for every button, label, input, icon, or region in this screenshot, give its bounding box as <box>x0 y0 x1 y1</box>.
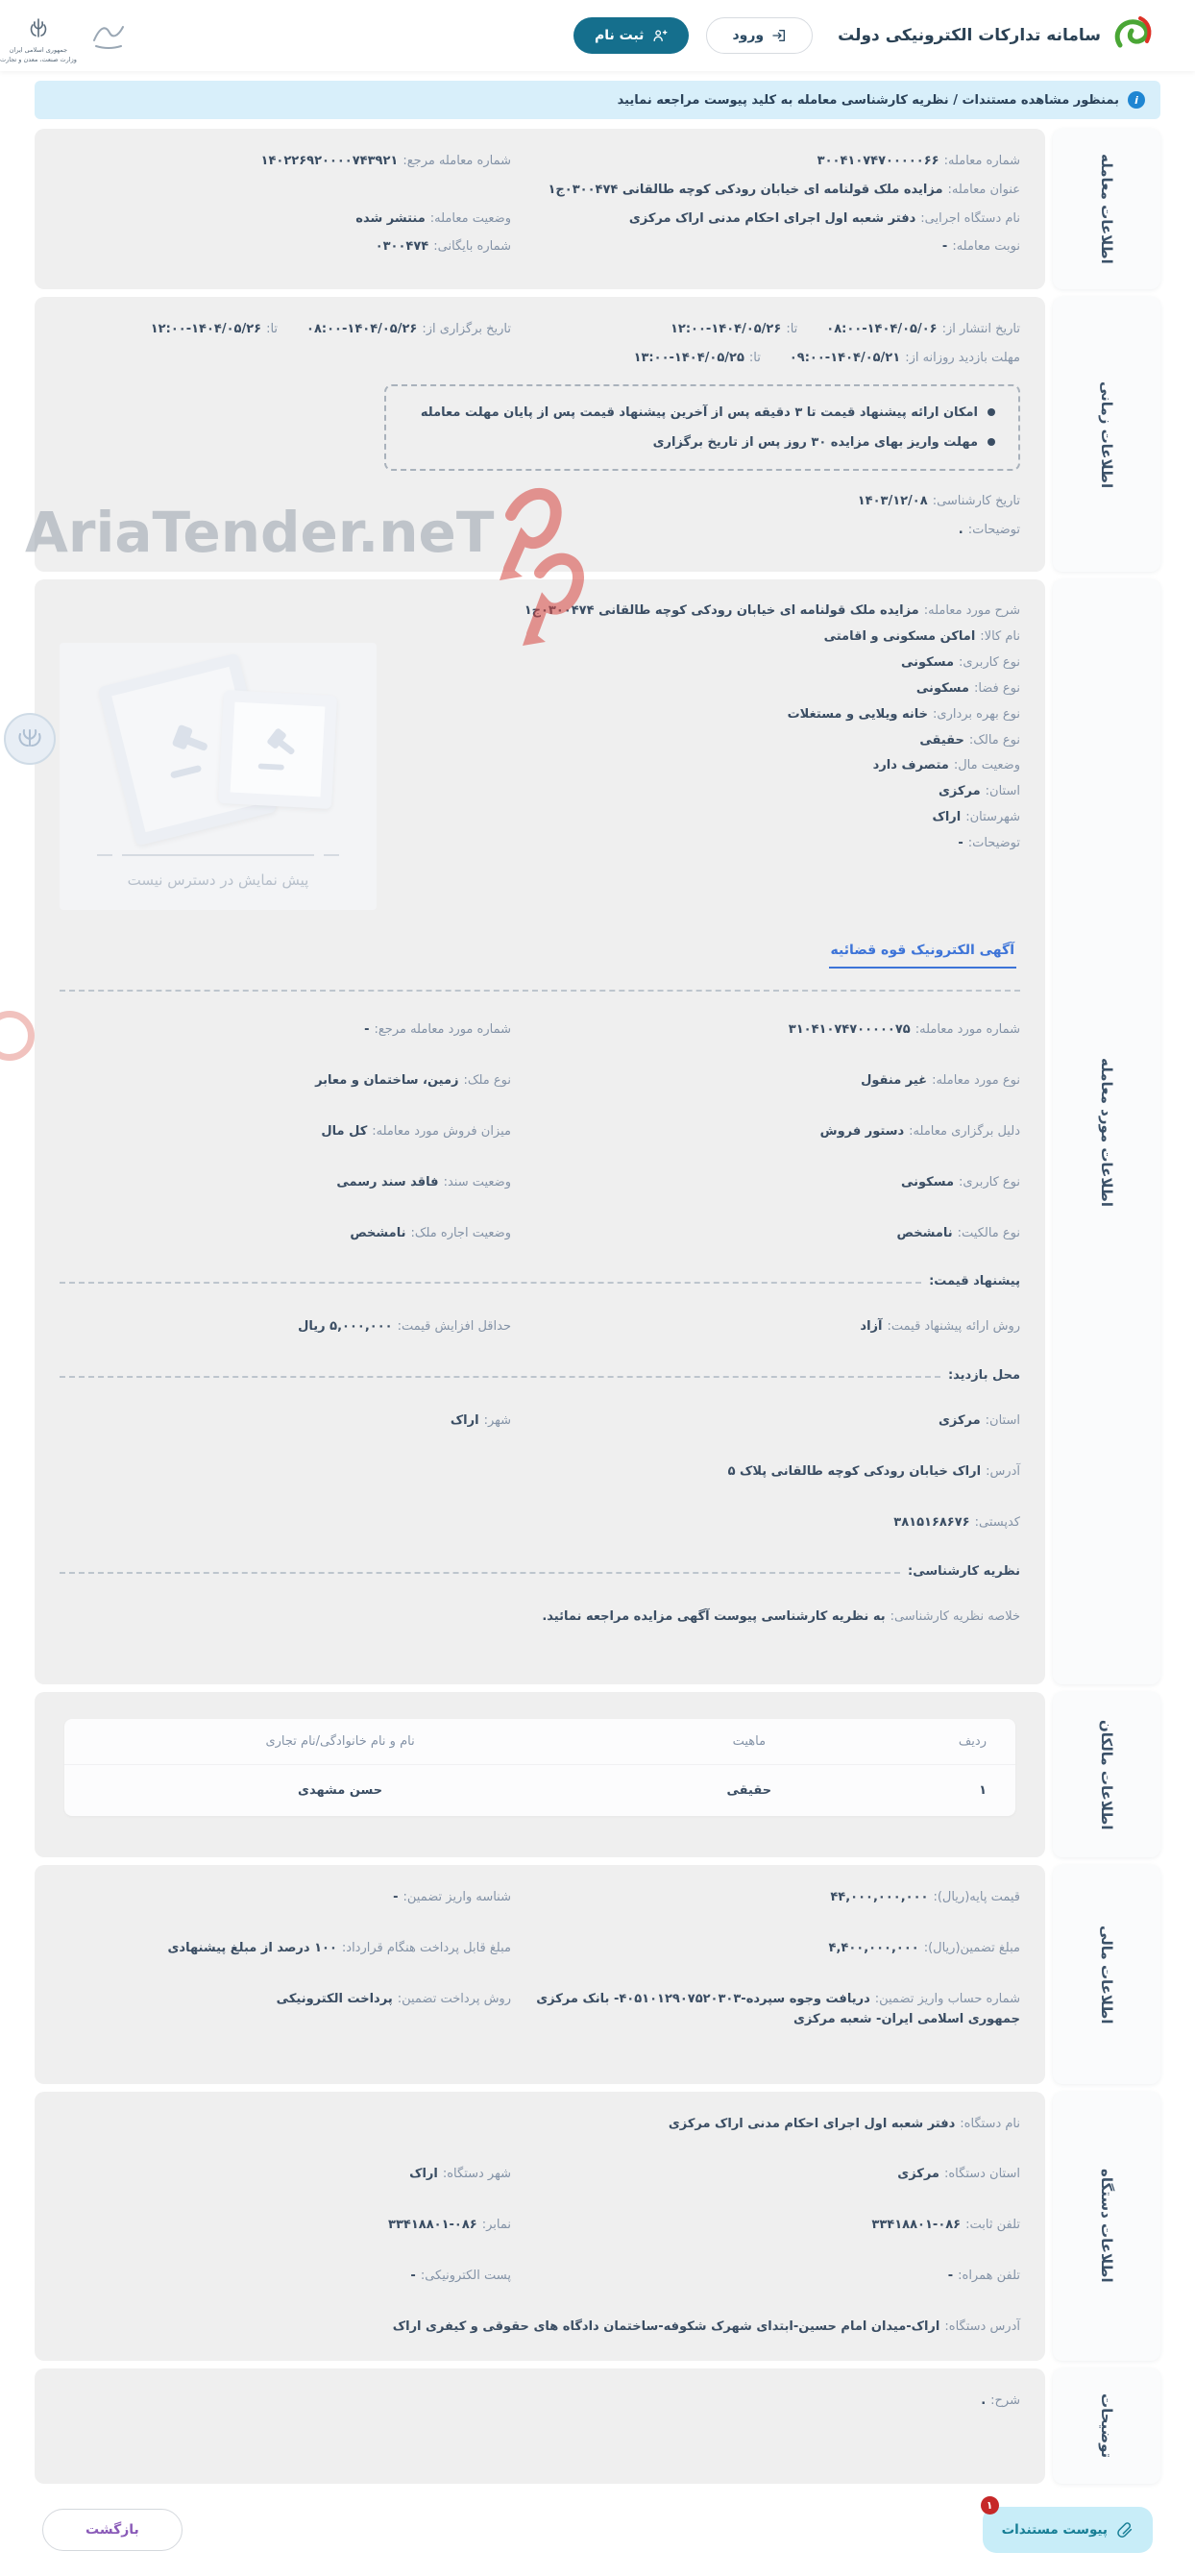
field-row: نوع بهره برداری:خانه ویلایی و مستغلات <box>787 706 1020 722</box>
gavel-icon <box>147 709 229 791</box>
app-title: سامانه تدارکات الکترونیکی دولت <box>838 26 1101 45</box>
field-row: تاریخ کارشناسی:۱۴۰۳/۱۲/۰۸ <box>857 493 1020 508</box>
notice-bar <box>35 81 1160 119</box>
time-rules-box <box>384 384 1020 471</box>
section-label: اطلاعات معامله <box>1053 129 1160 289</box>
field-row: استان:مرکزی <box>938 784 1020 799</box>
bullet-icon <box>988 408 995 416</box>
attachment-badge: ۱ <box>981 2496 999 2515</box>
section-description <box>35 2368 1160 2484</box>
back-button[interactable]: بازگشت <box>42 2509 183 2551</box>
header <box>0 0 1195 71</box>
gov-logos <box>0 17 127 65</box>
photo-frame-icon <box>218 690 337 809</box>
bullet-icon <box>988 438 995 446</box>
field-row: نوع فضا:مسکونی <box>915 680 1020 696</box>
owners-info-body <box>35 1692 1045 1857</box>
field-row: روش ارائه پیشنهاد قیمت:آزاد حداقل افزایش قیمت:۵,۰۰۰,۰۰۰ ریال <box>298 1319 1020 1335</box>
section-subject-info <box>35 579 1160 1684</box>
certificate-logo <box>90 17 127 56</box>
section-label: توضیحات <box>1053 2368 1160 2484</box>
field-row: توضیحات:. <box>958 522 1020 537</box>
setad-logo <box>1110 14 1155 57</box>
gavel-icon <box>249 721 307 779</box>
field-row: استان دستگاه:مرکزی شهر دستگاه:اراک <box>409 2167 1020 2182</box>
description-body <box>35 2368 1045 2484</box>
field-row: شرح مورد معامله:مزایده ملک قولنامه ای خیابان رودکی کوچه طالقانی ۰۳۰۰۴۷۴ج۱ <box>524 603 1020 619</box>
preview-unavailable-text: پیش نمایش در دسترس نیست <box>127 871 309 890</box>
user-plus-icon <box>651 28 668 43</box>
side-emblem-icon <box>4 713 56 765</box>
expert-subheader: نظریه کارشناسی: <box>60 1564 1020 1579</box>
field-row: شماره معامله:۳۰۰۴۱۰۷۴۷۰۰۰۰۰۶۶ شماره معامله مرجع:۱۴۰۲۲۶۹۲۰۰۰۰۷۴۳۹۲۱ <box>260 154 1020 168</box>
field-row: نام دستگاه:دفتر شعبه اول اجرای احکام مدنی اراک مرکزی <box>668 2116 1020 2131</box>
field-row: وضعیت مال:متصرف دارد <box>872 758 1020 773</box>
section-label: اطلاعات زمانی <box>1053 297 1160 572</box>
watermark-text: AriaTender.neT <box>25 500 495 565</box>
section-deal-info <box>35 129 1160 289</box>
table-header-row: ردیف ماهیت نام و نام خانوادگی/نام تجاری <box>265 1734 987 1750</box>
dashed-separator <box>60 990 1020 992</box>
description-row: شرح:. <box>981 2392 1020 2408</box>
field-row: قیمت پایه(ریال):۴۴,۰۰۰,۰۰۰,۰۰۰ شناسه واریز تضمین:- <box>393 1890 1020 1905</box>
field-row: دلیل برگزاری معامله:دستور فروش میزان فروش مورد معامله:کل مال <box>321 1123 1020 1139</box>
field-row: عنوان معامله:مزایده ملک قولنامه ای خیابان رودکی کوچه طالقانی ۰۳۰۰۴۷۴ج۱ <box>548 182 1020 197</box>
notice-text: بمنظور مشاهده مستندات / نظریه کارشناسی معامله به کلید پیوست مراجعه نمایید <box>617 92 1119 108</box>
field-row: تاریخ انتشار از:۱۴۰۴/۰۵/۰۶-۰۸:۰۰تا:۱۴۰۴/۰۵/۲۶-۱۲:۰۰ تاریخ برگزاری از:۱۴۰۴/۰۵/۲۶-۰۸:۰۰تا:۱۴۰۴/۰۵/۲۶-۱۲:۰۰ <box>150 322 1020 337</box>
field-row: نوع مالک:حقیقی <box>919 732 1020 748</box>
subject-info-body <box>35 579 1045 1684</box>
login-icon <box>771 28 787 43</box>
field-row: نوع کاربری:مسکونی <box>900 655 1020 671</box>
time-info-body <box>35 297 1045 572</box>
field-row: شماره حساب واریز تضمین:دریافت وجوه سپرده-۴۰۵۱۰۱۲۹۰۷۵۲۰۳۰۳- بانک مرکزی جمهوری اسلامی ایران- شعبه مرکزی روش پرداخت تضمین:پرداخت الکترونیکی <box>276 1991 1020 2026</box>
field-row: مهلت بازدید روزانه از:۱۴۰۴/۰۵/۲۱-۰۹:۰۰تا:۱۴۰۴/۰۵/۲۵-۱۳:۰۰ <box>633 350 1020 365</box>
section-label: اطلاعات دستگاه <box>1053 2092 1160 2361</box>
field-row: استان:مرکزی شهر:اراک <box>450 1413 1020 1429</box>
section-agency-info <box>35 2092 1160 2361</box>
owners-table <box>64 1719 1015 1816</box>
info-icon: i <box>1128 91 1145 109</box>
rule-bullet: مهلت واریز بهای مزایده ۳۰ روز پس از تاریخ برگزاری <box>409 435 995 450</box>
register-button[interactable]: ثبت نام <box>573 17 689 54</box>
section-label: اطلاعات مالکان <box>1053 1692 1160 1857</box>
image-preview <box>60 643 377 910</box>
agency-address-row: آدرس دستگاه:اراک-میدان امام حسین-ابتدای شهرک شکوفه-ساختمان دادگاه های حقوقی و کیفری اراک <box>392 2318 1020 2334</box>
section-time-info <box>35 297 1160 572</box>
login-button[interactable]: ورود <box>706 17 813 54</box>
gov-caption: جمهوری اسلامی ایران وزارت صنعت، معدن و تجارت <box>0 46 77 63</box>
field-row: خلاصه نظریه کارشناسی:به نظریه کارشناسی پیوست آگهی مزایده مراجعه نمائید. <box>542 1608 1020 1624</box>
sections <box>0 129 1195 2484</box>
field-row: کدپستی:۳۸۱۵۱۶۸۶۷۶ <box>893 1514 1020 1530</box>
preview-divider <box>60 854 377 856</box>
field-row: مبلغ تضمین(ریال):۴,۴۰۰,۰۰۰,۰۰۰ مبلغ قابل پرداخت هنگام قرارداد:۱۰۰ درصد از مبلغ پیشنهادی <box>167 1941 1020 1956</box>
deal-info-body <box>35 129 1045 289</box>
iran-emblem-icon <box>26 17 51 40</box>
field-row: نوع کاربری:مسکونی وضعیت سند:فاقد سند رسمی <box>336 1174 1020 1190</box>
paperclip-icon <box>1116 2521 1134 2539</box>
table-row: ۱ حقیقی حسن مشهدی <box>64 1765 1015 1817</box>
field-row: شماره مورد معامله:۳۱۰۴۱۰۷۴۷۰۰۰۰۰۷۵ شماره مورد معامله مرجع:- <box>364 1022 1020 1038</box>
field-row: نوع مالکیت:نامشخص وضعیت اجاره ملک:نامشخص <box>350 1225 1020 1240</box>
field-row: نام کالا:اماکن مسکونی و اقامتی <box>823 629 1020 645</box>
visit-subheader: محل بازدید: <box>60 1368 1020 1383</box>
judiciary-ad-link[interactable]: آگهی الکترونیک قوه قضائیه <box>829 943 1017 969</box>
field-row: نوبت معامله:- شماره بایگانی:۰۳۰۰۴۷۴ <box>375 239 1020 255</box>
section-financial-info <box>35 1865 1160 2083</box>
section-label: اطلاعات مورد معامله <box>1053 579 1160 1684</box>
field-row: نوع مورد معامله:غیر منقول نوع ملک:زمین، ساختمان و معابر <box>315 1073 1020 1089</box>
field-row: آدرس:اراک خیابان رودکی کوچه طالقانی پلاک ۵ <box>727 1463 1020 1479</box>
field-row: توضیحات:- <box>958 835 1020 850</box>
field-row: نام دستگاه اجرایی:دفتر شعبه اول اجرای احکام مدنی اراک مرکزی وضعیت معامله:منتشر شده <box>355 210 1020 226</box>
field-row: تلفن همراه:- پست الکترونیکی:- <box>410 2268 1020 2283</box>
price-subheader: پیشنهاد قیمت: <box>60 1274 1020 1288</box>
section-owners-info <box>35 1692 1160 1857</box>
section-label: اطلاعات مالی <box>1053 1865 1160 2083</box>
field-row: تلفن ثابت:۰۸۶-۳۳۴۱۸۸۰۱ نمابر:۰۸۶-۳۳۴۱۸۸۰۱ <box>388 2218 1020 2233</box>
ministry-logo <box>0 17 77 65</box>
financial-info-body <box>35 1865 1045 2083</box>
footer <box>0 2491 1195 2576</box>
rule-bullet: امکان ارائه پیشنهاد قیمت تا ۳ دقیقه پس از آخرین پیشنهاد قیمت پس از پایان مهلت معامله <box>409 405 995 420</box>
brand <box>838 14 1155 57</box>
agency-info-body <box>35 2092 1045 2361</box>
field-row: شهرستان:اراک <box>932 810 1020 825</box>
attach-documents-button[interactable]: ۱ پیوست مستندات <box>983 2507 1153 2553</box>
